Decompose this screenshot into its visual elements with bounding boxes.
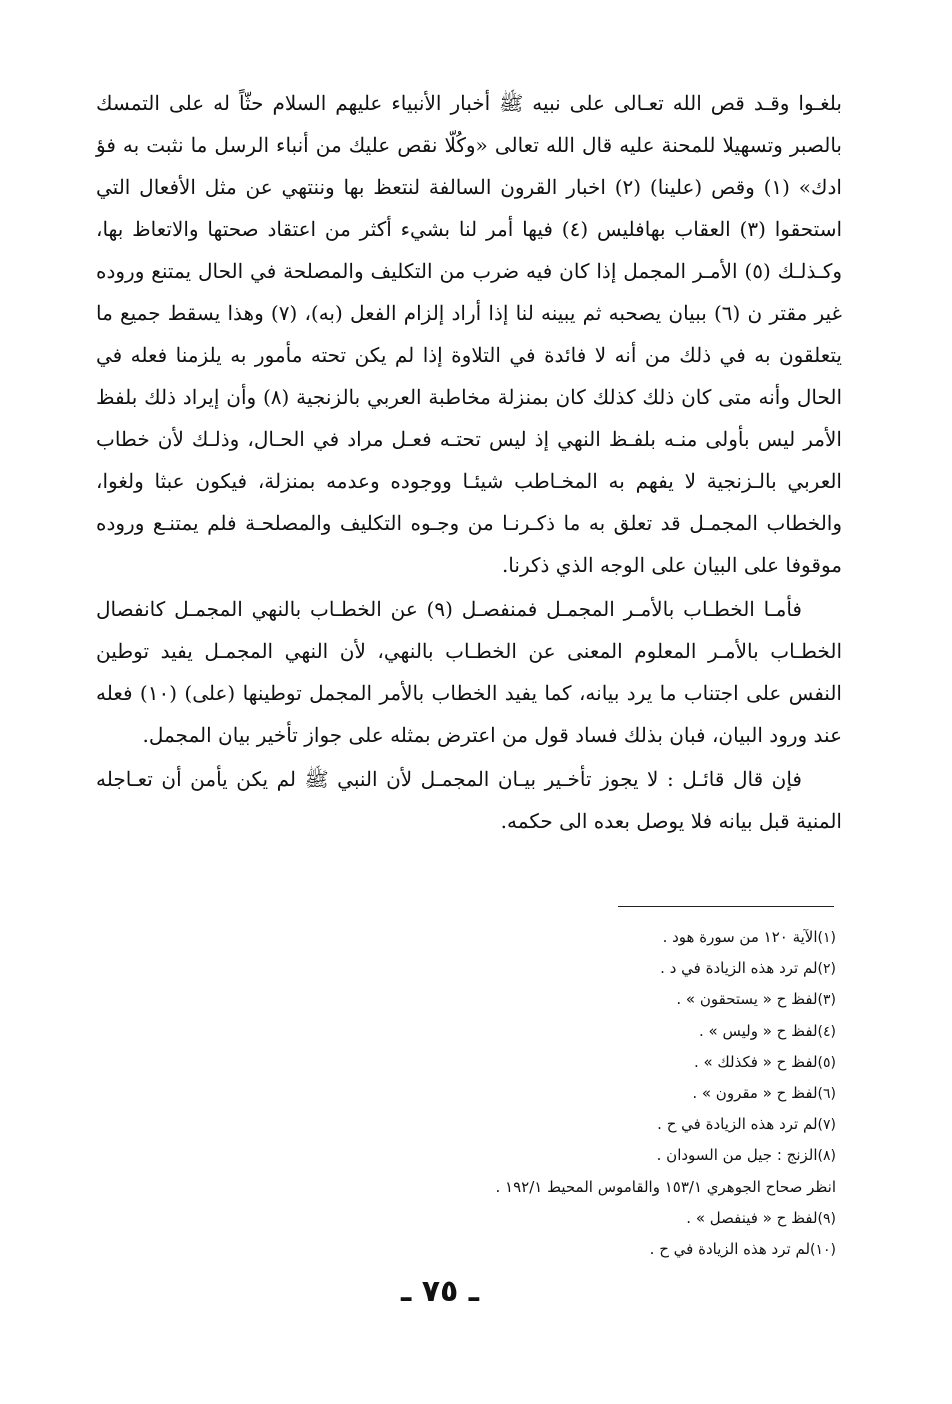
footnote-number: (٨) (817, 1148, 836, 1165)
paragraph-1: بلغـوا وقـد قص الله تعـالى على نبيه ﷺ أخبار الأنبياء عليهم السلام حثّاً له على التمسك بالصبر وتسهيلا للمحنة عليه قال الله تعالى «وكُلّا نقص عليك من أنباء الرسل ما نثبت به فؤ ادك» (١) وقص (علينا) (٢) اخبار القرون السالفة لنتعظ بها وننتهي عن مثل الأفعال التي استحقوا (٣) العقاب بهافليس (٤) فيها أمر لنا بشيء أكثر من اعتقاد صحتها والاتعاظ بها، وكـذلـك (٥) الأمـر المجمل إذا كان فيه ضرب من التكليف والمصلحة في الحال يمتنع وروده غير مقتر ن (٦) ببيان يصحبه ثم يبينه لنا إذا أراد إلزام الفعل (به)، (٧) وهذا يسقط جميع ما يتعلقون به في ذلك من أنه لا فائدة في التلاوة إذا لم يكن تحته مأمور به يلزمنا فعله في الحال وأنه متى كان ذلك كذلك كان بمنزلة مخاطبة العربي بالزنجية (٨) وأن إيراد ذلك بلفظ الأمر ليس بأولى منـه بلفـظ النهي إذ ليس تحتـه فعـل مراد في الحـال، وذلـك لأن خطاب العربي بالـزنجية لا يفهم به المخـاطب شيئـا ووجوده وعدمه بمنزلة، فيكون عبثا ولغوا، والخطاب المجمـل قد تعلق به ما ذكـرنـا من وجـوه التكليف والمصلحـة فلم يمتنـع وروده موقوفا على البيان على الوجه الذي ذكرنا. (96, 91, 843, 577)
footnote-number: (٣) (817, 992, 836, 1009)
footnote-1 (376, 922, 836, 953)
footnote-number: (٤) (817, 1023, 836, 1040)
footnote-9 (376, 1203, 836, 1234)
footnote-text: الآية ١٢٠ من سورة هود . (662, 928, 818, 946)
footnote-number: (١) (817, 930, 836, 946)
footnote-number: (٦) (817, 1086, 836, 1103)
footnote-text: لم ترد هذه الزيادة في ح . (649, 1240, 811, 1259)
footnote-10 (376, 1234, 836, 1265)
footnotes (376, 922, 836, 1265)
footnote-number: (٧) (817, 1117, 836, 1134)
footnote-6 (376, 1078, 836, 1109)
footnote-text: لفظ ح « وليس » . (699, 1021, 818, 1040)
main-text (96, 82, 842, 842)
footnote-number: (١٠) (810, 1242, 836, 1259)
page-number: ـ ٧٥ ـ (400, 1274, 480, 1309)
footnote-text: لم ترد هذه الزيادة في د . (660, 959, 818, 978)
footnote-text: الزنج : جيل من السودان . (656, 1146, 818, 1165)
footnote-8 (376, 1140, 836, 1171)
footnote-number: (٥) (817, 1054, 836, 1071)
footnote-2 (376, 953, 836, 984)
footnote-7 (376, 1109, 836, 1140)
paragraph-2: فأمـا الخطـاب بالأمـر المجمـل فمنفصـل (٩) عن الخطـاب بالنهي المجمـل كانفصال الخطـاب بالأمـر المعلوم المعنى عن الخطـاب بالنهي، لأن النهي المجمـل يفيد توطين النفس على اجتناب ما يرد بيانه، كما يفيد الخطاب بالأمر المجمل توطينها (على) (١٠) فعله عند ورود البيان، فبان بذلك فساد قول من اعترض بمثله على جواز تأخير بيان المجمل. (96, 597, 842, 747)
paragraph-3: فإن قال قائـل : لا يجوز تأخـير بيـان المجمـل لأن النبي ﷺ لم يكن يأمن أن تعـاجله المنية قبل بيانه فلا يوصل بعده الى حكمه. (96, 767, 842, 833)
footnote-text: لفظ ح « فكذلك » . (693, 1052, 818, 1071)
footnote-text: لفظ ح « يستحقون » . (676, 990, 818, 1009)
footnote-3 (376, 984, 836, 1015)
footnote-text: انظر صحاح الجوهري ١٥٣/١ والقاموس المحيط ١٩٢/١ . (495, 1177, 836, 1196)
footnote-8-continued (376, 1172, 836, 1203)
footnote-number: (٢) (817, 961, 836, 978)
footnote-text: لفظ ح « فينفصل » . (686, 1208, 818, 1227)
footnote-text: لفظ ح « مقرون » . (692, 1084, 818, 1103)
footnote-number: (٩) (817, 1210, 836, 1227)
footnote-text: لم ترد هذه الزيادة في ح . (657, 1115, 818, 1134)
footnote-4 (376, 1016, 836, 1047)
footnote-divider (618, 906, 834, 907)
footnote-5 (376, 1047, 836, 1078)
